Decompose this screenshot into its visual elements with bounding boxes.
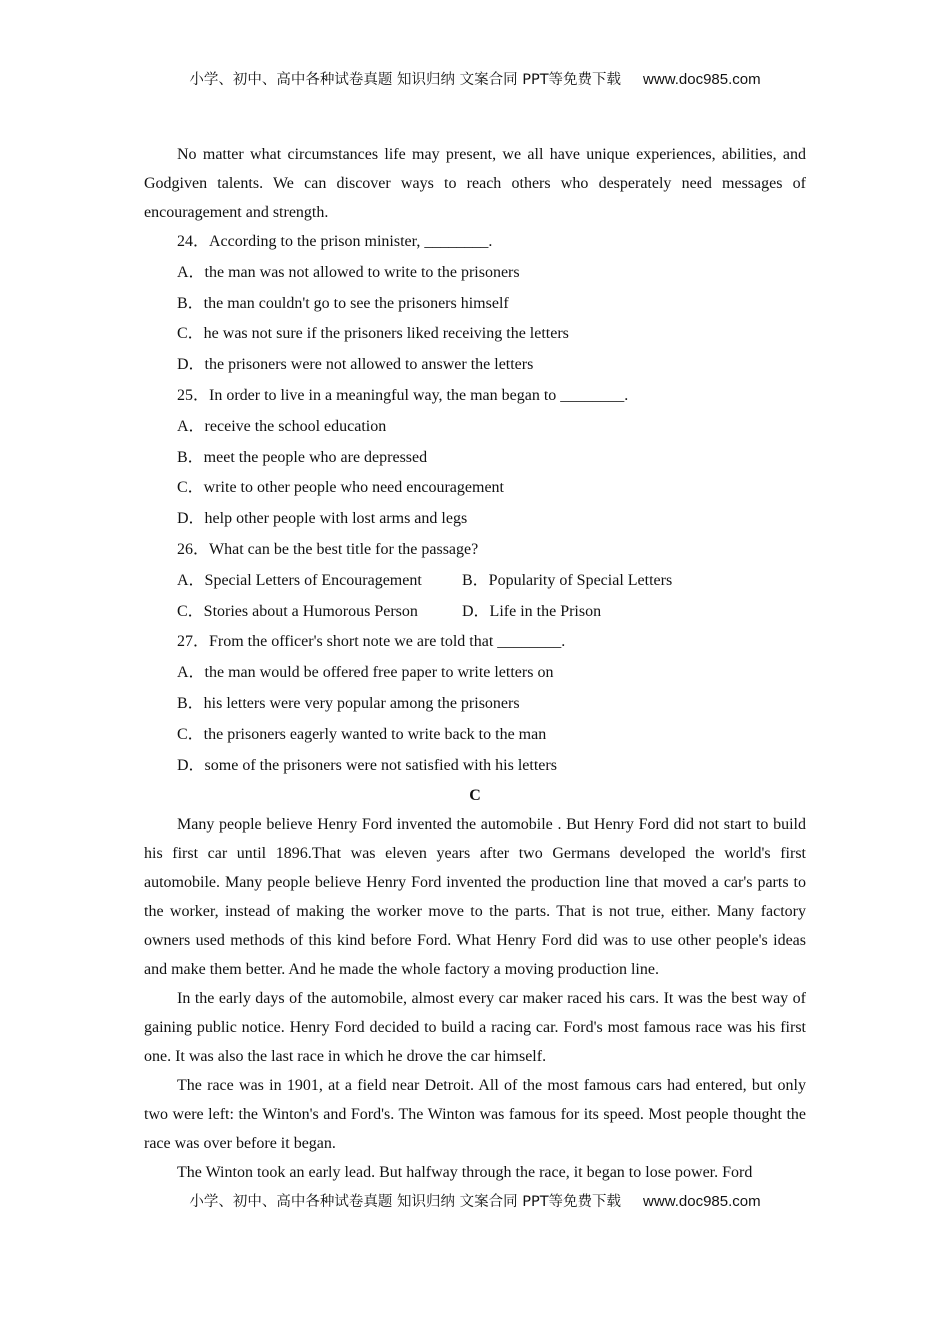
section-c-paragraph-2: In the early days of the automobile, almost every car maker raced his cars. It was the best way of gaining public notice. Henry Ford decided to build a racing car. Ford's most famous race was his first one. It was also the last race in which he drove the car himself.	[144, 990, 806, 1066]
question-26-stem: 26．What can be the best title for the passage?	[177, 540, 479, 558]
question-27-stem: 27．From the officer's short note we are told that ________.	[177, 633, 566, 651]
question-26-options-row-1	[144, 566, 806, 597]
question-25-option-a: A．receive the school education	[177, 417, 387, 435]
question-24-option-a: A．the man was not allowed to write to the prisoners	[177, 263, 520, 281]
header-site-link[interactable]: www.doc985.com	[643, 71, 761, 88]
footer-site-link[interactable]: www.doc985.com	[643, 1193, 761, 1210]
question-24-stem: 24．According to the prison minister, ________.	[177, 233, 493, 250]
question-25-option-c: C．write to other people who need encouragement	[177, 479, 505, 497]
question-27-option-a: A．the man would be offered free paper to write letters on	[177, 664, 554, 682]
question-25-option-b: B．meet the people who are depressed	[177, 448, 428, 466]
footer-text: 小学、初中、高中各种试卷真题 知识归纳 文案合同 PPT等免费下载	[189, 1194, 622, 1210]
question-24-option-c: C．he was not sure if the prisoners liked receiving the letters	[177, 325, 569, 343]
header-text: 小学、初中、高中各种试卷真题 知识归纳 文案合同 PPT等免费下载	[189, 72, 622, 88]
section-c-paragraph-3: The race was in 1901, at a field near Detroit. All of the most famous cars had entered, but only two were left: the Winton's and Ford's. The Winton was famous for its speed. Most people thought the race was over before it began.	[144, 1077, 806, 1153]
question-25-option-d: D．help other people with lost arms and legs	[177, 510, 468, 528]
page-header	[0, 68, 950, 89]
question-26-options-row-2	[144, 597, 806, 628]
question-27-option-d: D．some of the prisoners were not satisfied with his letters	[177, 756, 557, 774]
intro-paragraph: No matter what circumstances life may present, we all have unique experiences, abilities, and Godgiven talents. We can discover ways to reach others who desperately need messages of encouragement and strength.	[144, 146, 806, 221]
section-c-paragraph-1: Many people believe Henry Ford invented the automobile . But Henry Ford did not start to build his first car until 1896.That was eleven years after two Germans developed the world's first automobile. Many people believe Henry Ford invented the production line that moved a car's parts to the worker, instead of making the worker move to the parts. That is not true, either. Many factory owners used methods of this kind before Ford. What Henry Ford did was to use other people's ideas and make them better. And he made the whole factory a moving production line.	[144, 816, 806, 979]
question-26-option-c: C．Stories about a Humorous Person	[177, 602, 418, 620]
question-26-option-d: D．Life in the Prison	[462, 602, 602, 620]
document-body	[144, 140, 806, 1187]
section-c-heading: C	[469, 787, 481, 805]
question-25-stem: 25．In order to live in a meaningful way, the man began to ________.	[177, 386, 629, 404]
section-c-paragraph-4: The Winton took an early lead. But halfway through the race, it began to lose power. Ford	[177, 1164, 753, 1182]
question-26-option-a: A．Special Letters of Encouragement	[177, 571, 422, 589]
question-24-option-b: B．the man couldn't go to see the prisoners himself	[177, 294, 509, 312]
question-24-option-d: D．the prisoners were not allowed to answer the letters	[177, 356, 534, 374]
page-footer	[0, 1190, 950, 1211]
question-27-option-c: C．the prisoners eagerly wanted to write back to the man	[177, 725, 547, 743]
question-26-option-b: B．Popularity of Special Letters	[462, 571, 673, 589]
question-27-option-b: B．his letters were very popular among the prisoners	[177, 694, 520, 712]
